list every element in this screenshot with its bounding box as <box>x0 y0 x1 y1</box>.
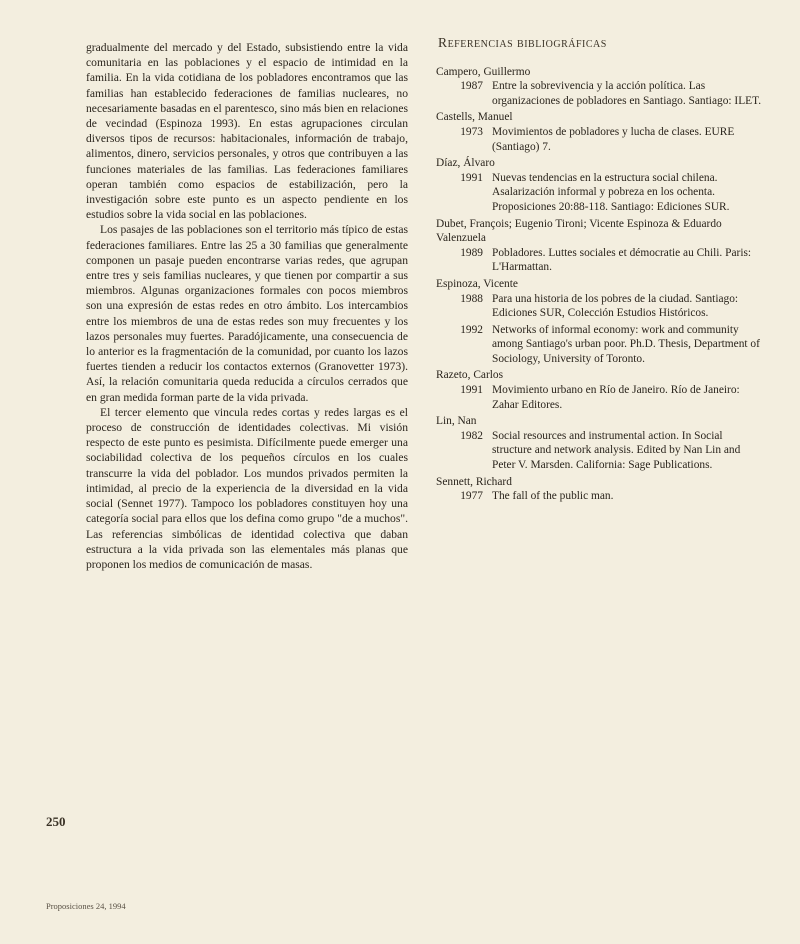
page-number: 250 <box>46 814 66 829</box>
reference-year: 1992 <box>460 323 483 336</box>
reference-text: Entre la sobrevivencia y la acción política. Las organizaciones de pobladores en Santiago. Santiago: ILET. <box>492 80 762 107</box>
reference-entry <box>436 429 764 473</box>
reference-text: Networks of informal economy: work and community among Santiago's urban poor. Ph.D. Thesis, Department of Sociology, University of Toronto. <box>492 323 760 365</box>
reference-text: The fall of the public man. <box>492 490 614 503</box>
reference-text: Pobladores. Luttes sociales et démocratie au Chili. Paris: L'Harmattan. <box>492 246 752 274</box>
reference-year: 1991 <box>460 171 483 184</box>
body-paragraph: Los pasajes de las poblaciones son el territorio más típico de estas federaciones familiares. Entre las 25 a 30 familias que generalmente componen un pasaje pueden encontrarse varias redes, que agrupan entre tres y seis familias nucleares, y que tienen por compartir a sus miembros. Algunas organizaciones formales con pocos miembros son una expresión de estas redes en otro ámbito. Los intercambios entre los miembros de una de estas redes son muy frecuentes y los lazos personales muy fuertes. Paradójicamente, una consecuencia de lo anterior es la fragmentación de la comunidad, por cuanto los lazos fuertes tienden a reducir los contactos externos (Granovetter 1973). Así, la relación comunitaria queda reducida a círculos cerrados que en gran medida forman parte de la vida privada. <box>86 223 408 404</box>
references-heading: Referencias bibliográficas <box>438 35 607 50</box>
references-column <box>436 36 764 506</box>
reference-text: Movimientos de pobladores y lucha de clases. EURE (Santiago) 7. <box>492 125 735 153</box>
reference-entry <box>436 171 764 215</box>
journal-footer: Proposiciones 24, 1994 <box>46 901 126 911</box>
reference-text: Para una historia de los pobres de la ciudad. Santiago: Ediciones SUR, Colección Estudios Históricos. <box>492 292 739 320</box>
reference-entry <box>436 246 764 275</box>
reference-year: 1991 <box>460 384 483 397</box>
reference-author: Lin, Nan <box>436 415 477 428</box>
reference-year: 1973 <box>460 125 483 138</box>
reference-text: Social resources and instrumental action. In Social structure and network analysis. Edited by Nan Lin and Peter V. Marsden. California: Sage Publications. <box>492 429 741 472</box>
reference-year: 1989 <box>460 246 483 259</box>
reference-year: 1988 <box>460 292 483 305</box>
reference-text: Movimiento urbano en Río de Janeiro. Río de Janeiro: Zahar Editores. <box>492 384 740 411</box>
reference-entry <box>436 489 764 504</box>
reference-year: 1982 <box>460 429 483 442</box>
reference-entry <box>436 292 764 321</box>
reference-entry <box>436 79 764 108</box>
reference-year: 1977 <box>460 490 483 503</box>
reference-entry <box>436 383 764 412</box>
reference-author: Espinoza, Vicente <box>436 277 518 290</box>
reference-author: Razeto, Carlos <box>436 369 504 382</box>
body-paragraph: gradualmente del mercado y del Estado, subsistiendo entre la vida comunitaria en las poblaciones y el espacio de intimidad en la familia. En la vida cotidiana de los pobladores encontramos que las familias han establecido federaciones de familias nucleares, no necesariamente basadas en el parentesco, sino más bien en relaciones de vecindad (Espinoza 1993). En estas agrupaciones circulan diversos tipos de recursos: habitacionales, información de trabajo, alimentos, dinero, servicios personales, y otros que contribuyen a las funciones materiales de las familias. Las federaciones familiares operan también como espacios de estabilización, pero la investigación sobre este punto es un aspecto pendiente en los estudios sobre la vida social en las poblaciones. <box>86 41 408 222</box>
reference-author: Castells, Manuel <box>436 111 513 124</box>
reference-author: Sennett, Richard <box>436 475 512 488</box>
reference-entry <box>436 323 764 367</box>
reference-author: Campero, Guillermo <box>436 65 531 78</box>
reference-author: Díaz, Álvaro <box>436 157 495 170</box>
body-paragraph: El tercer elemento que vincula redes cortas y redes largas es el proceso de construcción de identidades colectivas. Mi visión respecto de este punto es pesimista. Difícilmente puede emerger una sociabilidad colectiva de los pequeños círculos en los cuales transcurre la vida del poblador. Los mundos privados permiten la intimidad, al precio de la experiencia de la diversidad en la vida social (Sennet 1977). Tampoco los pobladores constituyen hoy una categoría social para ellos que los defina como grupo "de a muchos". Las referencias simbólicas de identidad colectiva que daban estructura a la vida privada son las elementales más planas que proponen los medios de comunicación de masas. <box>86 405 408 571</box>
reference-entry <box>436 125 764 154</box>
reference-year: 1987 <box>460 80 483 93</box>
reference-author: Dubet, François; Eugenio Tironi; Vicente Espinoza & Eduardo Valenzuela <box>436 217 722 245</box>
body-text-column <box>86 40 408 572</box>
reference-text: Nuevas tendencias en la estructura social chilena. Asalarización informal y pobreza en los ochenta. Proposiciones 20:88-118. Santiago: Ediciones SUR. <box>492 171 730 213</box>
